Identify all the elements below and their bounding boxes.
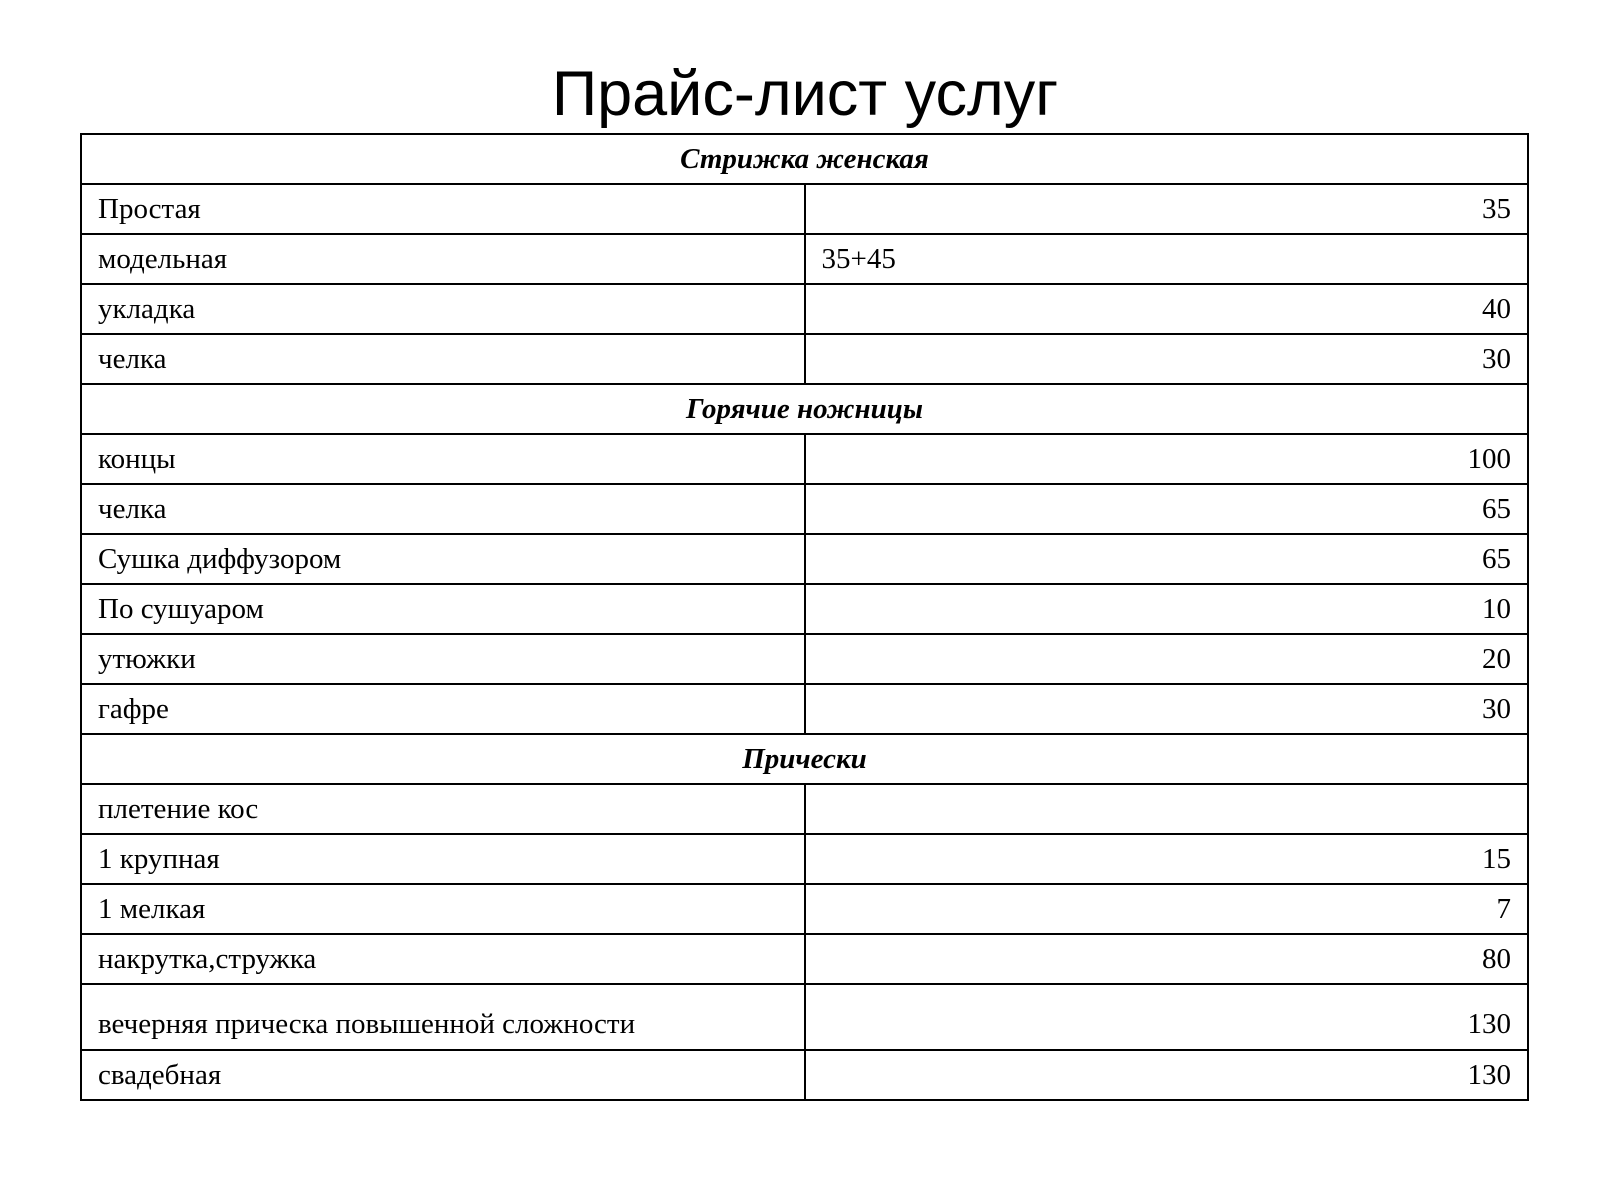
service-price: 30 [805,334,1529,384]
service-name: концы [81,434,805,484]
service-price: 20 [805,634,1529,684]
table-row [81,784,1528,834]
service-name: накрутка,стружка [81,934,805,984]
service-name: гафре [81,684,805,734]
service-name: свадебная [81,1050,805,1100]
service-price: 7 [805,884,1529,934]
table-row [81,884,1528,934]
section-header-row [81,134,1528,184]
service-price: 35 [805,184,1529,234]
service-name: челка [81,484,805,534]
section-header-row [81,734,1528,784]
section-heading: Горячие ножницы [81,384,1528,434]
service-price: 65 [805,484,1529,534]
service-name: Простая [81,184,805,234]
table-row [81,434,1528,484]
section-heading: Прически [81,734,1528,784]
section-heading: Стрижка женская [81,134,1528,184]
service-name: По сушуаром [81,584,805,634]
table-row [81,934,1528,984]
service-name: плетение кос [81,784,805,834]
section-header-row [81,384,1528,434]
table-row [81,684,1528,734]
table-row [81,834,1528,884]
table-row [81,634,1528,684]
service-price: 15 [805,834,1529,884]
service-price: 100 [805,434,1529,484]
service-price: 40 [805,284,1529,334]
service-name: утюжки [81,634,805,684]
service-price [805,784,1529,834]
table-row [81,234,1528,284]
service-price: 130 [805,984,1529,1050]
service-price: 10 [805,584,1529,634]
table-row [81,284,1528,334]
service-price: 130 [805,1050,1529,1100]
price-table [80,133,1529,1101]
service-price: 80 [805,934,1529,984]
service-name: Сушка диффузором [81,534,805,584]
service-price: 30 [805,684,1529,734]
table-row [81,184,1528,234]
table-row [81,484,1528,534]
service-price: 35+45 [805,234,1529,284]
service-name: челка [81,334,805,384]
service-name: укладка [81,284,805,334]
service-name: 1 крупная [81,834,805,884]
service-name: модельная [81,234,805,284]
service-name: 1 мелкая [81,884,805,934]
service-name: вечерняя прическа повышенной сложности [81,984,805,1050]
table-row [81,584,1528,634]
service-price: 65 [805,534,1529,584]
table-row [81,984,1528,1050]
table-row [81,334,1528,384]
page-title: Прайс-лист услуг [551,59,1059,129]
table-row [81,1050,1528,1100]
table-row [81,534,1528,584]
